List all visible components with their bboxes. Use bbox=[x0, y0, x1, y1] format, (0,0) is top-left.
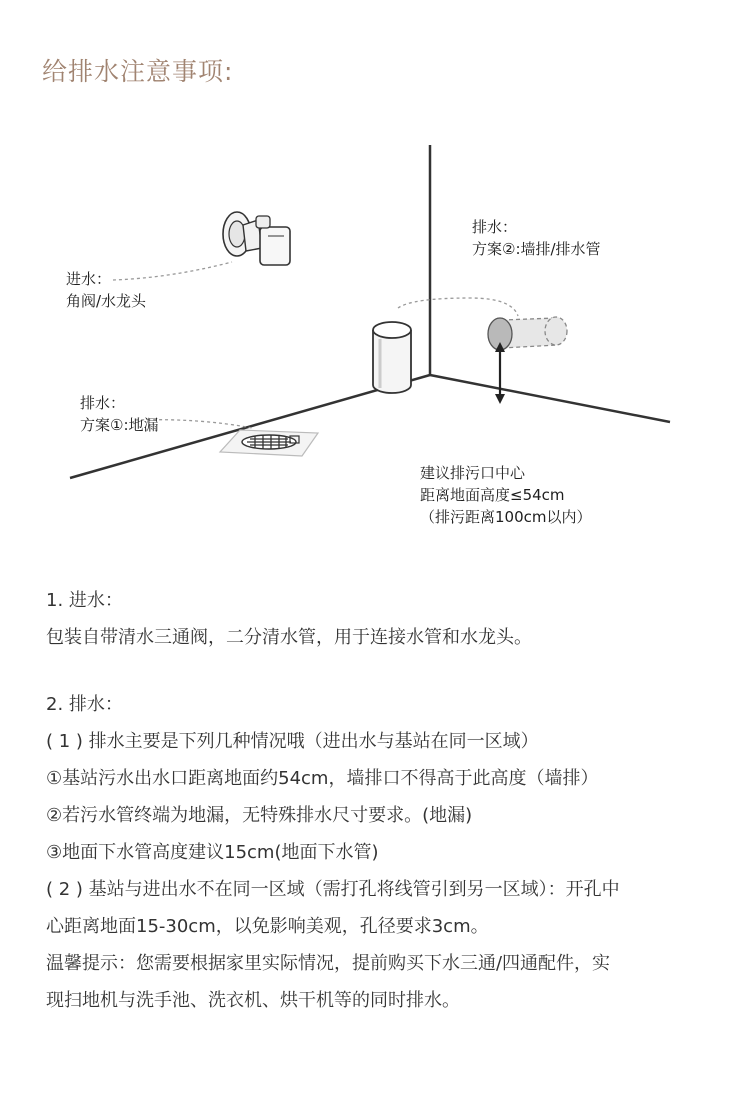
drain-line: ( 1 ) 排水主要是下列几种情况哦（进出水与基站在同一区域） bbox=[46, 731, 539, 752]
inlet-label: 进水： 角阀/水龙头 bbox=[66, 270, 147, 310]
drain-line: ②若污水管终端为地漏，无特殊排水尺寸要求。(地漏) bbox=[46, 805, 473, 826]
installation-diagram bbox=[0, 130, 750, 550]
room-corner-illustration bbox=[0, 130, 750, 550]
drain-line: ①基站污水出水口距离地面约54cm，墙排口不得高于此高度（墙排） bbox=[46, 768, 599, 789]
drain-line: ( 2 ) 基站与进出水不在同一区域（需打孔将线管引到另一区域）：开孔中 bbox=[46, 879, 620, 900]
tip-line: 现扫地机与洗手池、洗衣机、烘干机等的同时排水。 bbox=[46, 990, 460, 1011]
floor-drain-icon bbox=[220, 430, 318, 456]
inlet-heading: 1. 进水： bbox=[46, 590, 123, 611]
tip-line: 温馨提示：您需要根据家里实际情况，提前购买下水三通/四通配件，实 bbox=[46, 953, 611, 974]
floor-right-edge bbox=[430, 375, 670, 422]
drain-height-note: 建议排污口中心 距离地面高度≤54cm （排污距离100cm以内） bbox=[420, 464, 592, 526]
height-arrow-icon bbox=[495, 342, 505, 404]
wall-drain-label: 排水： 方案②:墙排/排水管 bbox=[472, 218, 601, 258]
drain-line: ③地面下水管高度建议15cm(地面下水管) bbox=[46, 842, 379, 863]
angle-valve-icon bbox=[223, 212, 290, 265]
drain-line: 心距离地面15-30cm，以免影响美观，孔径要求3cm。 bbox=[46, 916, 489, 937]
floor-drain-label: 排水： 方案①:地漏 bbox=[80, 394, 159, 434]
floor-pipe-icon bbox=[373, 322, 411, 393]
inlet-body: 包装自带清水三通阀，二分清水管，用于连接水管和水龙头。 bbox=[46, 627, 532, 648]
drain-heading: 2. 排水： bbox=[46, 694, 123, 715]
instructions-text bbox=[46, 582, 716, 1019]
page-title: 给排水注意事项: bbox=[42, 57, 234, 86]
